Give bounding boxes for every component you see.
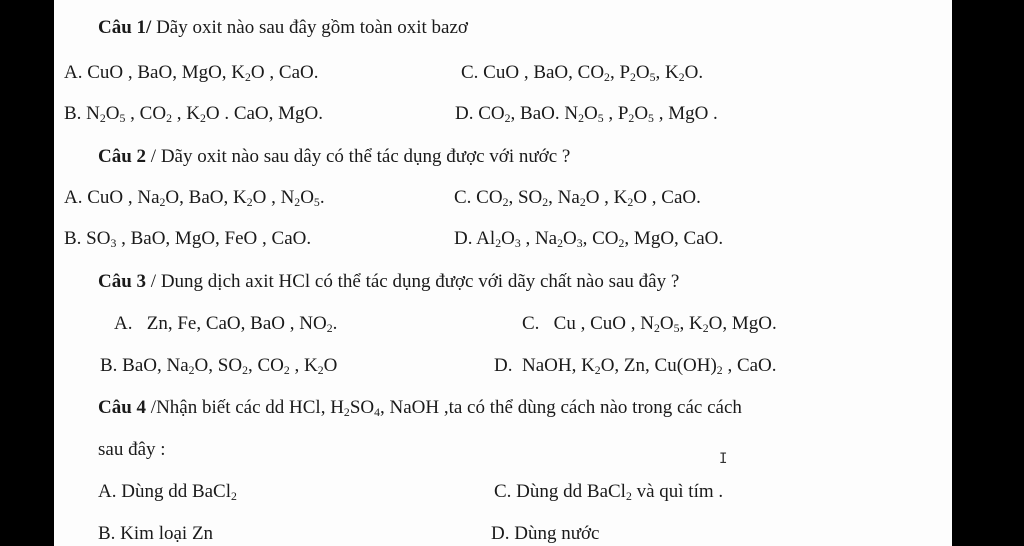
question-2 bbox=[98, 147, 570, 166]
question-2-text: / Dãy oxit nào sau dây có thể tác dụng được với nước ? bbox=[150, 146, 571, 167]
q2-option-b: B. $SO_3$ , BaO, MgO, FeO , CaO. bbox=[64, 228, 312, 250]
question-1 bbox=[98, 18, 468, 37]
question-3 bbox=[98, 272, 679, 291]
question-3-text: / Dung dịch axit HCl có thể tác dụng được với dãy chất nào sau đây ? bbox=[150, 271, 680, 292]
q2-option-c: C. $CO_2$, $SO_2$, $Na_2O$ , $K_2O$ , CaO. bbox=[454, 187, 701, 209]
q4-option-b: B. Kim loại Zn bbox=[98, 523, 214, 544]
question-1-text: Dãy oxit nào sau đây gồm toàn oxit bazơ bbox=[156, 17, 468, 38]
q3-option-c: C. Cu , CuO , $N_2O_5$, $K_2O$, MgO. bbox=[522, 313, 777, 335]
question-1-label: Câu 1/ bbox=[98, 17, 152, 38]
question-2-label: Câu 2 bbox=[98, 146, 147, 167]
q4-option-a: A. Dùng dd BaCl$_2$ bbox=[98, 481, 237, 503]
q1-option-b: B. $N_2O_5$ , $CO_2$ , $K_2O$ . CaO, MgO. bbox=[64, 103, 324, 125]
q2-option-a: A. CuO , $Na_2O$, BaO, $K_2O$ , $N_2O_5$. bbox=[64, 187, 325, 209]
question-4 bbox=[98, 398, 742, 417]
q4-option-c: C. Dùng dd BaCl$_2$ và quì tím . bbox=[494, 481, 724, 503]
q3-option-d: D. NaOH, $K_2O$, Zn, $Cu(OH)_2$ , CaO. bbox=[494, 355, 777, 377]
text-cursor-icon: I bbox=[719, 451, 728, 467]
question-4-text: /Nhận biết các dd HCl, $H_2SO_4$, NaOH ,ta có thể dùng cách nào trong các cách bbox=[150, 397, 742, 419]
document-page bbox=[54, 0, 952, 546]
q4-option-d: D. Dùng nước bbox=[491, 523, 600, 544]
question-4-text-continued: sau đây : bbox=[98, 439, 166, 460]
question-4-label: Câu 4 bbox=[98, 397, 147, 418]
q3-option-b: B. BaO, $Na_2O$, $SO_2$, $CO_2$ , $K_2O$ bbox=[100, 355, 338, 377]
q1-option-a: A. CuO , BaO, MgO, $K_2O$ , CaO. bbox=[64, 62, 319, 84]
q3-option-a: A. Zn, Fe, CaO, BaO , $NO_2$. bbox=[114, 313, 338, 335]
q2-option-d: D. $Al_2O_3$ , $Na_2O_3$, $CO_2$, MgO, CaO. bbox=[454, 228, 724, 250]
q1-option-c: C. CuO , BaO, $CO_2$, $P_2O_5$, $K_2O$. bbox=[461, 62, 704, 84]
q1-option-d: D. $CO_2$, BaO. $N_2O_5$ , $P_2O_5$ , MgO . bbox=[455, 103, 718, 125]
question-3-label: Câu 3 bbox=[98, 271, 147, 292]
